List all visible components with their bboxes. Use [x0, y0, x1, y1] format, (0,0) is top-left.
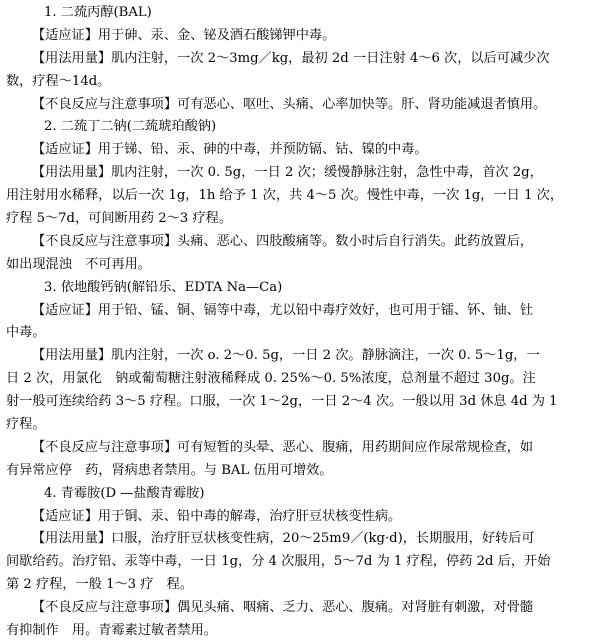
usage-dosage-3-cont-2: 射一般可连续给药 3～5 疗程。口服，一次 1～2g，一日 2～4 次。一般以用 3d 休息 4d 为 1: [6, 394, 558, 410]
usage-dosage-4-cont-2: 第 2 疗程，一般 1～3 疗 程。: [6, 577, 194, 593]
usage-dosage-2-cont-2: 疗程 5～7d，可间断用药 2～3 疗程。: [6, 211, 233, 227]
indication-1: 【适应证】用于砷、汞、金、铋及酒石酸锑钾中毒。: [32, 27, 336, 43]
section-title-4: 4. 青霉胺(D —盐酸青霉胺): [44, 485, 205, 501]
adverse-reactions-2: 【不良反应与注意事项】头痛、恶心、四肢酸痛等。数小时后自行消失。此药放置后，: [32, 233, 534, 249]
usage-dosage-4: 【用法用量】口服，治疗肝豆状核变性病，20～25m9／(kg·d)，长期服用，好转后可: [32, 531, 535, 547]
usage-dosage-3-cont-3: 疗程。: [6, 417, 46, 433]
adverse-reactions-3: 【不良反应与注意事项】可有短暂的头晕、恶心、腹痛，用药期间应作尿常规检查，如: [32, 439, 534, 455]
usage-dosage-2: 【用法用量】肌内注射，一次 0. 5g，一日 2 次；缓慢静脉注射，急性中毒，首次 2g，: [32, 165, 543, 181]
section-title-3: 3. 依地酸钙钠(解铅乐、EDTA Na—Ca): [44, 279, 283, 295]
indication-4: 【适应证】用于铜、汞、铅中毒的解毒，治疗肝豆状核变性病。: [32, 508, 402, 524]
section-title-2: 2. 二巯丁二钠(二巯琥珀酸钠): [44, 119, 217, 135]
usage-dosage-2-cont: 用注射用水稀释，以后一次 1g，1h 给予 1 次，共 4～5 次。慢性中毒，一次 1g，一日 1 次，: [6, 188, 564, 204]
usage-dosage-1-cont: 数，疗程～14d。: [6, 73, 111, 89]
adverse-reactions-2-cont: 如出现混浊 不可再用。: [6, 256, 152, 272]
adverse-reactions-1: 【不良反应与注意事项】可有恶心、呕吐、头痛、心率加快等。肝、肾功能减退者慎用。: [32, 96, 547, 112]
usage-dosage-1: 【用法用量】肌内注射，一次 2～3mg／kg，最初 2d 一日注射 4～6 次，以后可减少次: [32, 50, 550, 66]
indication-3: 【适应证】用于铅、锰、铜、镉等中毒，尤以铅中毒疗效好，也可用于镭、钚、铀、钍: [32, 302, 534, 318]
adverse-reactions-4-cont: 有抑制作 用。青霉素过敏者禁用。: [6, 623, 217, 639]
adverse-reactions-4: 【不良反应与注意事项】偶见头痛、咽痛、乏力、恶心、腹痛。对肾脏有刺激，对骨髓: [32, 600, 534, 616]
adverse-reactions-3-cont: 有异常应停 药，肾病患者禁用。与 BAL 伍用可增效。: [6, 462, 333, 478]
usage-dosage-4-cont: 间歇给药。治疗铅、汞等中毒，一日 1g，分 4 次服用，5～7d 为 1 疗程，停药 2d 后，开始: [6, 554, 551, 570]
section-title-1: 1. 二巯丙醇(BAL): [44, 5, 152, 20]
usage-dosage-3-cont: 日 2 次，用氯化 钠或葡萄糖注射液稀释成 0. 25%～0. 5%浓度，总剂量不超过 30g。注: [6, 371, 536, 387]
document-body: [6, 2, 588, 643]
indication-2: 【适应证】用于锑、铅、汞、砷的中毒，并预防镉、钴、镍的中毒。: [32, 142, 428, 158]
usage-dosage-3: 【用法用量】肌内注射，一次 o. 2～0. 5g，一日 2 次。静脉滴注，一次 0. 5～1g，一: [32, 348, 540, 364]
indication-3-cont: 中毒。: [6, 325, 46, 341]
